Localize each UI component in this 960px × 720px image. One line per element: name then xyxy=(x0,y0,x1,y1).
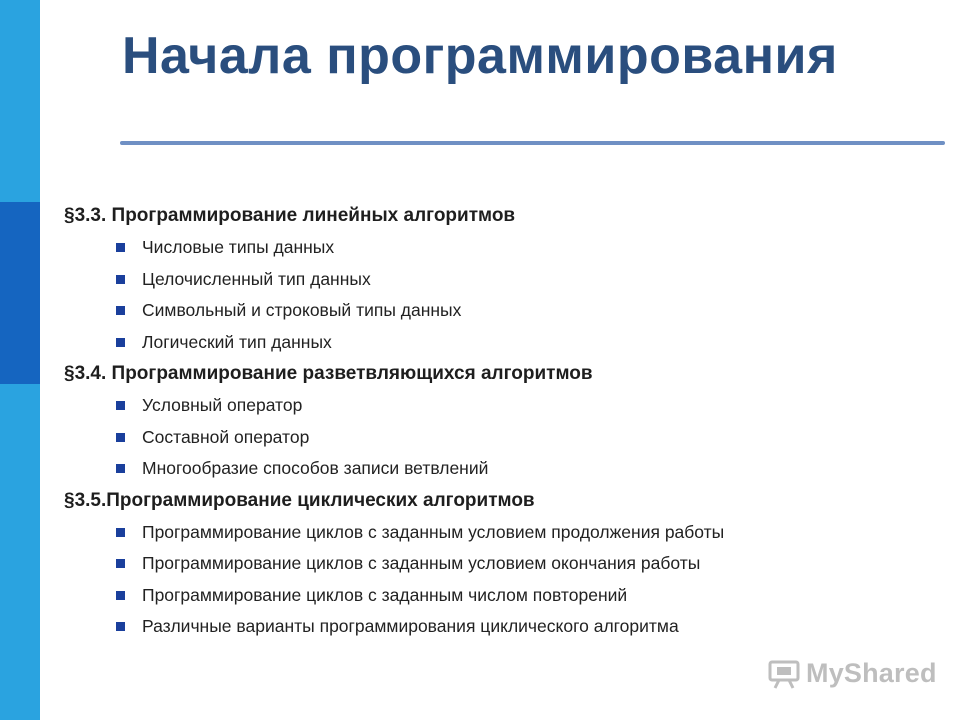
square-bullet-icon xyxy=(116,243,125,252)
list-item-text: Составной оператор xyxy=(142,426,310,447)
list-item xyxy=(64,264,934,296)
square-bullet-icon xyxy=(116,559,125,568)
list-item-text: Программирование циклов с заданным условием окончания работы xyxy=(142,553,701,573)
section-heading: §3.3. Программирование линейных алгоритмов xyxy=(64,205,516,226)
list-item xyxy=(64,548,934,580)
title-underline xyxy=(120,141,945,145)
presentation-board-icon xyxy=(768,659,800,689)
list-item xyxy=(64,422,934,454)
bullet-list xyxy=(64,390,934,485)
list-item xyxy=(64,453,934,485)
bullet-list xyxy=(64,232,934,358)
list-item xyxy=(64,517,934,549)
list-item xyxy=(64,580,934,612)
list-item-text: Многообразие способов записи ветвлений xyxy=(142,458,489,478)
section-3-4 xyxy=(64,358,934,485)
square-bullet-icon xyxy=(116,591,125,600)
side-accent-bar-highlight xyxy=(0,202,40,384)
section-heading: §3.5.Программирование циклических алгоритмов xyxy=(64,489,535,511)
list-item xyxy=(64,295,934,327)
slide-content xyxy=(64,200,934,643)
square-bullet-icon xyxy=(116,464,125,473)
square-bullet-icon xyxy=(116,622,125,631)
slide-title: Начала программирования xyxy=(122,27,838,85)
list-item xyxy=(64,390,934,422)
list-item-text: Логический тип данных xyxy=(142,331,332,352)
square-bullet-icon xyxy=(116,338,125,347)
square-bullet-icon xyxy=(116,275,125,284)
list-item-text: Целочисленный тип данных xyxy=(142,268,371,289)
watermark-logo xyxy=(768,658,937,689)
bullet-list xyxy=(64,517,934,643)
list-item xyxy=(64,327,934,359)
square-bullet-icon xyxy=(116,401,125,410)
square-bullet-icon xyxy=(116,528,125,537)
list-item-text: Условный оператор xyxy=(142,395,303,415)
square-bullet-icon xyxy=(116,306,125,315)
list-item xyxy=(64,232,934,264)
list-item-text: Различные варианты программирования циклического алгоритма xyxy=(142,616,679,636)
list-item-text: Символьный и строковый типы данных xyxy=(142,300,462,320)
list-item-text: Программирование циклов с заданным числом повторений xyxy=(142,584,628,605)
list-item-text: Программирование циклов с заданным условием продолжения работы xyxy=(142,521,725,542)
section-heading: §3.4. Программирование разветвляющихся алгоритмов xyxy=(64,363,593,384)
watermark-text: MyShared xyxy=(806,658,937,688)
section-3-5 xyxy=(64,485,934,643)
square-bullet-icon xyxy=(116,433,125,442)
section-3-3 xyxy=(64,200,934,358)
list-item-text: Числовые типы данных xyxy=(142,237,335,257)
list-item xyxy=(64,611,934,643)
